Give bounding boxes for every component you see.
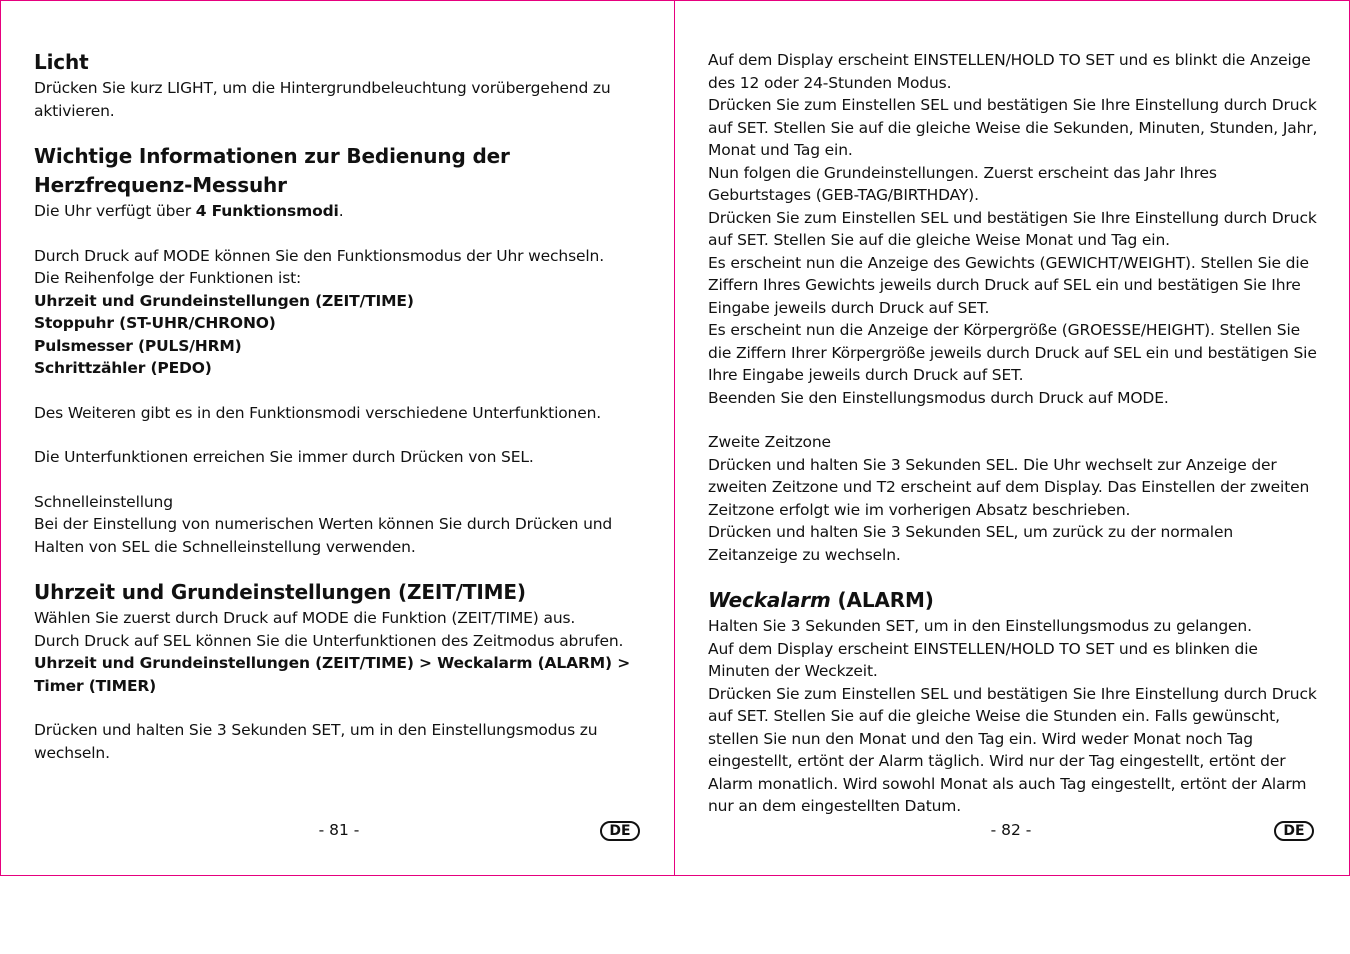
subfunction-text-pre: Des Weiteren gibt es in den Funktionsmodi verschiedene (34, 403, 473, 422)
quick-setting-heading: Schnelleinstellung (34, 492, 173, 511)
page-number: - 82 - (990, 821, 1032, 839)
right-page-content (708, 49, 1318, 818)
info-text-post: . (338, 202, 344, 220)
second-zone-text-1: Drücken und halten Sie 3 Sekunden SEL. Die Uhr wechselt zur Anzeige der zweiten Zeitzone und T2 erscheint auf dem Display. Das Einstellen der zweiten Zeitzone erfolgt wie im vorherigen Absatz beschrieben. (708, 455, 1310, 519)
alarm-text-3: Drücken Sie zum Einstellen SEL und bestätigen Sie Ihre Einstellung durch Druck auf SET. Stellen Sie auf die gleiche Weise die Stunden ein. Falls gewünscht, stellen Sie nun den Monat und den Tag ein. Wird weder Monat noch Tag eingestellt, ertönt der Alarm täglich. Wird nur der Tag eingestellt, ertönt der Alarm monatlich. Wird sowohl Monat als auch Tag eingestellt, ertönt der Alarm nur an dem eingestellten Datum. (708, 684, 1317, 815)
setting-para: Auf dem Display erscheint EINSTELLEN/HOLD TO SET und es blinkt die Anzeige des 12 oder 24-Stunden Modus. (708, 51, 1311, 92)
time-text-2: Durch Druck auf SEL können Sie die Unterfunktionen des Zeitmodus abrufen. (34, 631, 624, 650)
function-list (34, 290, 644, 380)
info-text-pre: Die Uhr verfügt über (34, 202, 196, 220)
setting-para: Drücken Sie zum Einstellen SEL und bestätigen Sie Ihre Einstellung durch Druck auf SET. Stellen Sie auf die gleiche Weise die Sekunden, Minuten, Stunden, Jahr, Monat und Tag ein. (708, 96, 1318, 159)
function-item: Stoppuhr (ST-UHR/CHRONO) (34, 314, 276, 332)
alarm-heading-italic: Weckalarm (708, 588, 831, 612)
function-item: Uhrzeit und Grundeinstellungen (ZEIT/TIME) (34, 291, 414, 310)
licht-text: Drücken Sie kurz LIGHT, um die Hintergrundbeleuchtung vorübergehend zu aktivieren. (34, 79, 611, 120)
language-badge: DE (1274, 821, 1314, 841)
subfunction-text (34, 402, 644, 425)
subfunction-text-post: . (596, 403, 602, 422)
time-hold-text: Drücken und halten Sie 3 Sekunden SET, um in den Einstellungsmodus zu wechseln. (34, 721, 598, 762)
second-zone-text-2: Drücken und halten Sie 3 Sekunden SEL, um zurück zu der normalen Zeitanzeige zu wechseln. (708, 523, 1233, 564)
quick-setting-text: Bei der Einstellung von numerischen Werten können Sie durch Drücken und Halten von SEL die Schnelleinstellung verwenden. (34, 515, 613, 556)
right-page (674, 0, 1350, 876)
function-item: Schrittzähler (PEDO) (34, 359, 212, 377)
info-text (34, 200, 644, 223)
subfunction-term: Unterfunktionen (472, 403, 597, 422)
info-text-bold: 4 Funktionsmodi (195, 202, 339, 220)
language-badge: DE (600, 821, 640, 841)
setting-para: Es erscheint nun die Anzeige der Körpergröße (GROESSE/HEIGHT). Stellen Sie die Ziffern Ihrer Körpergröße jeweils durch Druck auf SEL ein und bestätigen Sie Ihre Eingabe jeweils durch Druck auf SET. (708, 321, 1317, 384)
mode-text-2: Die Reihenfolge der Funktionen ist: (34, 269, 302, 287)
time-heading: Uhrzeit und Grundeinstellungen (ZEIT/TIME) (34, 580, 526, 604)
time-text-1: Wählen Sie zuerst durch Druck auf MODE die Funktion (ZEIT/TIME) aus. (34, 609, 576, 627)
subfunction-reach-text: Die Unterfunktionen erreichen Sie immer durch Drücken von SEL. (34, 448, 534, 466)
licht-heading: Licht (34, 50, 89, 74)
setting-para: Nun folgen die Grundeinstellungen. Zuerst erscheint das Jahr Ihres Geburtstages (GEB-TAG/BIRTHDAY). (708, 163, 1217, 204)
time-path: Uhrzeit und Grundeinstellungen (ZEIT/TIME) > Weckalarm (ALARM) > Timer (TIMER) (34, 654, 631, 695)
left-page-content (34, 47, 644, 764)
page-number: - 81 - (318, 821, 360, 839)
mode-text-1: Durch Druck auf MODE können Sie den Funktionsmodus der Uhr wechseln. (34, 246, 605, 265)
info-heading: Wichtige Informationen zur Bedienung der Herzfrequenz-Messuhr (34, 144, 510, 197)
alarm-text-1: Halten Sie 3 Sekunden SET, um in den Einstellungsmodus zu gelangen. (708, 617, 1252, 635)
left-page (0, 0, 675, 876)
alarm-heading-rest: (ALARM) (830, 588, 934, 612)
setting-para: Drücken Sie zum Einstellen SEL und bestätigen Sie Ihre Einstellung durch Druck auf SET. Stellen Sie auf die gleiche Weise Monat und Tag ein. (708, 208, 1317, 249)
second-zone-heading: Zweite Zeitzone (708, 433, 831, 451)
setting-para: Es erscheint nun die Anzeige des Gewichts (GEWICHT/WEIGHT). Stellen Sie die Ziffern Ihres Gewichts jeweils durch Druck auf SEL ein und bestätigen Sie Ihre Eingabe jeweils durch Druck auf SET. (708, 253, 1309, 317)
alarm-text-2: Auf dem Display erscheint EINSTELLEN/HOLD TO SET und es blinken die Minuten der Weckzeit. (708, 639, 1258, 680)
function-item: Pulsmesser (PULS/HRM) (34, 336, 242, 355)
alarm-heading (708, 586, 1318, 615)
setting-para: Beenden Sie den Einstellungsmodus durch Druck auf MODE. (708, 388, 1169, 407)
